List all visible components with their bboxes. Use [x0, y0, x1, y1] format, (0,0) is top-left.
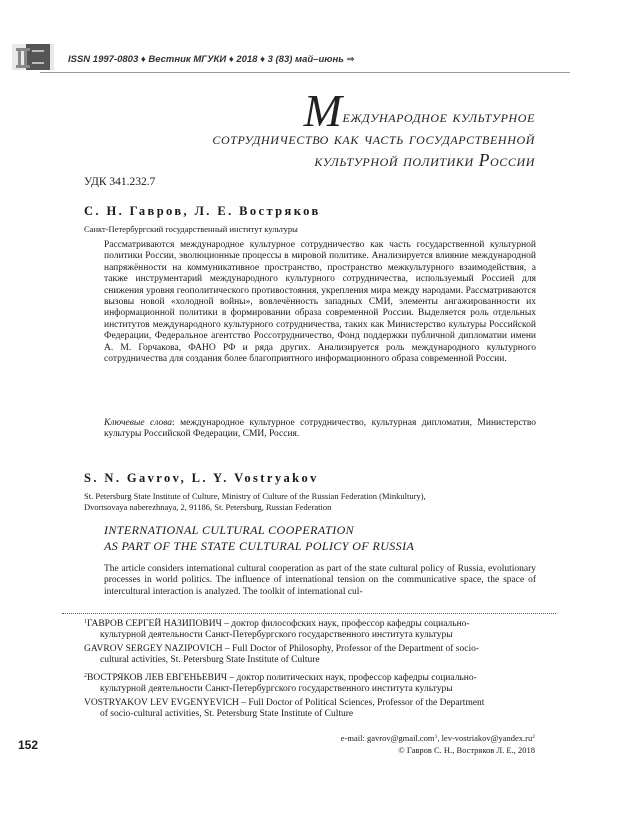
email-address-2[interactable]: lev-vostriakov@yandex.ru	[441, 733, 533, 743]
title-initial: М	[303, 85, 343, 136]
footnote-text: ГАВРОВ СЕРГЕЙ НАЗИПОВИЧ – доктор философских наук, профессор кафедры социально-	[87, 619, 470, 629]
article-title-ru	[212, 85, 535, 171]
title-en-line2: AS PART OF THE STATE CULTURAL POLICY OF RUSSIA	[104, 539, 415, 553]
udk-code: УДК 341.232.7	[84, 176, 156, 188]
article-title-en	[104, 522, 414, 554]
footnote-continuation: культурной деятельности Санкт-Петербургского государственного института культуры	[100, 630, 453, 641]
title-line1: еждународное культурное	[342, 106, 535, 126]
abstract-en: The article considers international cultural cooperation as part of the state cultural policy of Russia, evolutionary processes in world politics. The influence of international tension on the communicative space, the space of intercultural interaction is analyzed. The toolkit of international cul-	[104, 564, 536, 597]
footnote	[84, 671, 536, 696]
keywords-ru	[104, 418, 536, 441]
abstract-ru: Рассматриваются международное культурное сотрудничество как часть государственной культурной политики России, эволюционные процессы в мировой политике. Анализируется влияние международной напряжённости на коммуникативное пространство, пространство межкультурного взаимодействия, а также инструментарий международного культурного сотрудничества, используемый Россией для снижения уровня геополитического противостояния, укрепления мира между народами. Рассматриваются вызовы новой «холодной войны», вовлечённость западных СМИ, элементы ангажированности их информационной политики в формировании образа современной России. Выделяется роль отдельных институтов международного культурного сотрудничества, таких как Министерство культуры Российской Федерации, Федеральное агентство Россотрудничество, Фонд поддержки публичной дипломатии имени А. М. Горчакова, ФАНО РФ и ряда других. Анализируется роль международного культурного сотрудничества для создания более благоприятного информационного образа современной России.	[104, 240, 536, 365]
authors-en: S. N. Gavrov, L. Y. Vostryakov	[84, 471, 319, 485]
footnote-marker: 1	[84, 619, 87, 625]
title-line2: сотрудничество как часть государственной	[212, 128, 535, 148]
email-prefix: e-mail:	[340, 733, 367, 743]
affiliation-en	[84, 491, 426, 513]
keywords-label: Ключевые слова	[104, 418, 173, 428]
copyright: © Гавров С. Н., Востряков Л. Е., 2018	[398, 745, 535, 755]
affiliation-en-line2: Dvortsovaya naberezhnaya, 2, 91186, St. Petersburg, Russian Federation	[84, 502, 332, 512]
footnote-divider	[62, 613, 556, 614]
journal-header: ISSN 1997-0803 ♦ Вестник МГУКИ ♦ 2018 ♦ 3 (83) май–июнь ⇒	[68, 54, 355, 65]
footnote-continuation: cultural activities, St. Petersburg State Institute of Culture	[100, 655, 320, 666]
email-separator: ,	[437, 733, 442, 743]
email-line	[341, 733, 535, 743]
footnote	[84, 644, 536, 667]
email-address-1[interactable]: gavrov@gmail.com	[367, 733, 435, 743]
footnote-continuation: of socio-cultural activities, St. Petersburg State Institute of Culture	[100, 709, 354, 720]
authors-ru: С. Н. Гавров, Л. Е. Востряков	[84, 204, 321, 218]
footnote	[84, 617, 536, 642]
footnote	[84, 698, 536, 721]
footnote-text: VOSTRYAKOV LEV EVGENYEVICH – Full Doctor of Political Sciences, Professor of the Department	[84, 698, 485, 708]
footnote-text: GAVROV SERGEY NAZIPOVICH – Full Doctor of Philosophy, Professor of the Department of socio-	[84, 644, 480, 654]
page-number: 152	[18, 738, 39, 752]
keywords-text: : международное культурное сотрудничество, культурная дипломатия, Министерство культуры Российской Федерации, СМИ, Россия.	[104, 418, 536, 440]
column-logo-icon	[12, 42, 54, 72]
header-divider	[40, 72, 570, 73]
email-marker-2: 2	[532, 734, 535, 740]
footnote-continuation: культурной деятельности Санкт-Петербургского государственного института культуры	[100, 684, 453, 695]
email-marker-1: 1	[434, 734, 438, 740]
footnote-marker: 2	[84, 673, 87, 679]
affiliation-en-line1: St. Petersburg State Institute of Culture, Ministry of Culture of the Russian Federation (Minkultury),	[84, 491, 426, 501]
footnote-text: ВОСТРЯКОВ ЛЕВ ЕВГЕНЬЕВИЧ – доктор политических наук, профессор кафедры социально-	[87, 673, 477, 683]
affiliation-ru: Санкт-Петербургский государственный институт культуры	[84, 224, 298, 234]
title-line3: культурной политики России	[314, 150, 535, 170]
title-en-line1: INTERNATIONAL CULTURAL COOPERATION	[104, 523, 355, 537]
